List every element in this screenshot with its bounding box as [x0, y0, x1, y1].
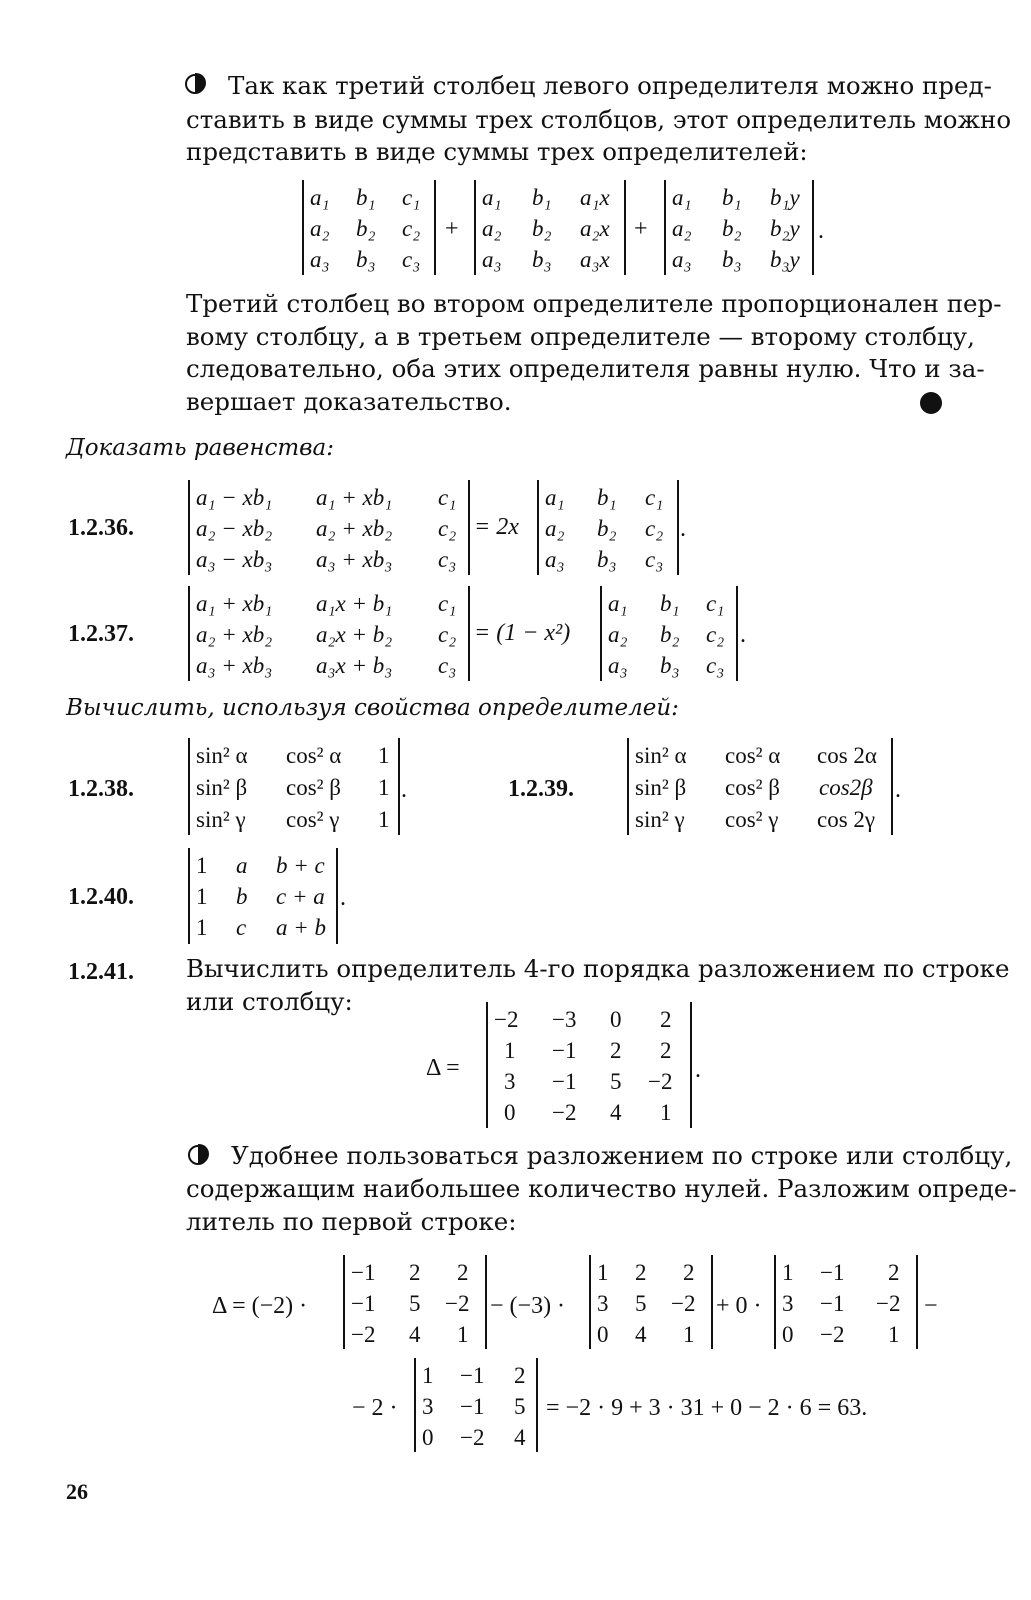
sum-det-1-r2c2: b₂ — [356, 216, 376, 241]
sum-det-3-r3c2: b₃ — [722, 247, 742, 272]
conclusion-line-3: следовательно, оба этих определителя равны нулю. Что и за- — [186, 354, 985, 383]
period: . — [695, 1057, 701, 1083]
m2-r2c1: 3 — [597, 1291, 609, 1316]
p38-r1c1: sin² α — [196, 743, 248, 768]
p41-r3c1: 3 — [504, 1069, 516, 1094]
p37-l-r3c1: a₃ + xb₃ — [196, 653, 273, 678]
p36-r-r3c2: b₃ — [597, 547, 617, 572]
intro-line-3: представить в виде суммы трех определителей: — [186, 137, 808, 166]
conclusion-line-2: вому столбцу, а в третьем определителе — второму столбцу, — [186, 322, 975, 351]
p38-r2c1: sin² β — [196, 775, 248, 800]
sum-det-1-r1c2: b₁ — [356, 185, 376, 210]
problem-number-40: 1.2.40. — [68, 884, 134, 910]
sum-det-2-r2c3: a₂x — [580, 216, 610, 241]
p39-r3c1: sin² γ — [635, 807, 685, 832]
page-number: 26 — [66, 1479, 88, 1504]
m3-r1c3: 2 — [888, 1260, 900, 1285]
m1-r2c1: −1 — [351, 1291, 376, 1316]
m4-r2c2: −1 — [460, 1394, 485, 1419]
sum-det-2-r1c3: a₁x — [580, 185, 610, 210]
sum-det-1 — [302, 180, 436, 275]
p36-l-r2c2: a₂ + xb₂ — [316, 516, 393, 541]
p36-l-r3c1: a₃ − xb₃ — [196, 547, 273, 572]
p36-l-r1c3: c₁ — [438, 485, 457, 510]
m4-r1c1: 1 — [422, 1363, 434, 1388]
period: . — [340, 885, 346, 911]
m1-r3c1: −2 — [351, 1322, 376, 1347]
p39-det — [627, 738, 893, 835]
sum-det-2-r2c2: b₂ — [532, 216, 552, 241]
p36-r-r1c2: b₁ — [597, 485, 617, 510]
sum-det-2-r2c1: a₂ — [482, 216, 502, 241]
p41-r1c2: −3 — [552, 1007, 577, 1032]
open-circle-icon — [188, 1145, 208, 1165]
sum-det-1-r3c1: a₃ — [310, 247, 330, 272]
plus-sign: + — [634, 216, 648, 242]
m4-r3c1: 0 — [422, 1425, 434, 1450]
p40-r2c1: 1 — [196, 884, 208, 909]
minor-1-det — [343, 1255, 487, 1349]
p40-r3c2: c — [236, 915, 247, 940]
sum-det-3-r2c1: a₂ — [672, 216, 692, 241]
p38-r3c3: 1 — [378, 807, 390, 832]
p41-r2c3: 2 — [610, 1038, 622, 1063]
p39-r1c3: cos 2α — [817, 743, 877, 768]
expansion-lead: Δ = (−2) · — [212, 1293, 308, 1319]
m1-r1c1: −1 — [351, 1260, 376, 1285]
p41-line-2: или столбцу: — [186, 987, 353, 1016]
m2-r1c3: 2 — [683, 1260, 695, 1285]
p37-l-r1c2: a₁x + b₁ — [316, 591, 393, 616]
m3-r2c2: −1 — [820, 1291, 845, 1316]
m2-r3c3: 1 — [683, 1322, 695, 1347]
sum-det-3-r3c1: a₃ — [672, 247, 692, 272]
p40-r2c2: b — [236, 884, 248, 909]
m3-r1c2: −1 — [820, 1260, 845, 1285]
p38-r3c1: sin² γ — [196, 807, 246, 832]
p41-r4c1: 0 — [504, 1100, 516, 1125]
sum-det-2-r3c1: a₃ — [482, 247, 502, 272]
sum-det-1-r3c2: b₃ — [356, 247, 376, 272]
p40-det — [188, 848, 338, 944]
m3-r1c1: 1 — [782, 1260, 794, 1285]
p36-r-r2c2: b₂ — [597, 516, 617, 541]
p41-r3c3: 5 — [610, 1069, 622, 1094]
p38-r1c3: 1 — [378, 743, 390, 768]
p37-r-r1c3: c₁ — [706, 591, 725, 616]
m3-r2c3: −2 — [876, 1291, 901, 1316]
m3-r3c1: 0 — [782, 1322, 794, 1347]
problem-number-36: 1.2.36. — [68, 515, 134, 541]
m1-r2c2: 5 — [409, 1291, 421, 1316]
sum-det-2 — [474, 180, 626, 275]
m1-r3c3: 1 — [457, 1322, 469, 1347]
p37-r-r1c1: a₁ — [608, 591, 628, 616]
p41-r3c4: −2 — [648, 1069, 673, 1094]
p41-r2c4: 2 — [660, 1038, 672, 1063]
p41-r2c1: 1 — [504, 1038, 516, 1063]
p38-r2c2: cos² β — [286, 775, 342, 800]
p38-det — [188, 738, 400, 835]
period: . — [740, 622, 746, 648]
solution-line-2: содержащим наибольшее количество нулей. Разложим опреде- — [186, 1174, 1017, 1203]
p39-r3c2: cos² γ — [725, 807, 779, 832]
m4-r1c3: 2 — [514, 1363, 526, 1388]
p40-r2c3: c + a — [276, 884, 325, 909]
p38-r3c2: cos² γ — [286, 807, 340, 832]
p38-r2c3: 1 — [378, 775, 390, 800]
p37-r-r3c1: a₃ — [608, 653, 628, 678]
p37-l-r2c2: a₂x + b₂ — [316, 622, 393, 647]
conclusion-line-4: вершает доказательство. — [186, 387, 512, 416]
end-of-proof-icon — [920, 392, 942, 414]
p36-r-r2c1: a₂ — [545, 516, 565, 541]
p36-coefficient: = 2x — [474, 514, 519, 540]
sum-det-2-r1c1: a₁ — [482, 185, 502, 210]
sum-det-3-r1c2: b₁ — [722, 185, 742, 210]
p39-r3c3: cos 2γ — [817, 807, 876, 832]
minor-2-det — [589, 1255, 713, 1349]
sum-det-3-r1c1: a₁ — [672, 185, 692, 210]
m2-r2c2: 5 — [635, 1291, 647, 1316]
p38-r1c2: cos² α — [286, 743, 342, 768]
m4-r2c3: 5 — [514, 1394, 526, 1419]
p39-r2c3: cos2β — [819, 775, 873, 800]
p37-r-r3c2: b₃ — [660, 653, 680, 678]
m4-r3c3: 4 — [514, 1425, 526, 1450]
m4-r3c2: −2 — [460, 1425, 485, 1450]
p37-l-r3c3: c₃ — [438, 653, 457, 678]
intro-line-1: Так как третий столбец левого определителя можно пред- — [228, 71, 992, 100]
p36-l-r3c3: c₃ — [438, 547, 457, 572]
p36-l-r1c1: a₁ − xb₁ — [196, 485, 273, 510]
problem-number-39: 1.2.39. — [508, 776, 574, 802]
m3-r2c1: 3 — [782, 1291, 794, 1316]
final-result: = −2 · 9 + 3 · 31 + 0 − 2 · 6 = 63. — [546, 1395, 868, 1421]
p41-r4c2: −2 — [552, 1100, 577, 1125]
m2-r2c3: −2 — [671, 1291, 696, 1316]
p37-r-r1c2: b₁ — [660, 591, 680, 616]
minor-3-det — [774, 1255, 918, 1349]
sum-det-1-r2c1: a₂ — [310, 216, 330, 241]
p41-det — [486, 1002, 692, 1128]
coefficient-4: − 2 · — [352, 1395, 398, 1421]
m1-r1c2: 2 — [409, 1260, 421, 1285]
period: . — [401, 777, 407, 803]
sum-det-1-r3c3: c₃ — [402, 247, 421, 272]
p37-l-r1c3: c₁ — [438, 591, 457, 616]
p37-l-r1c1: a₁ + xb₁ — [196, 591, 273, 616]
p40-r1c1: 1 — [196, 853, 208, 878]
m4-r2c1: 3 — [422, 1394, 434, 1419]
m4-r1c2: −1 — [460, 1363, 485, 1388]
solution-line-3: литель по первой строке: — [186, 1207, 517, 1236]
trailing-minus: − — [924, 1293, 938, 1319]
m2-r3c1: 0 — [597, 1322, 609, 1347]
delta-label: Δ = — [426, 1055, 460, 1081]
sum-det-2-r3c2: b₃ — [532, 247, 552, 272]
p41-r1c1: −2 — [494, 1007, 519, 1032]
m2-r1c1: 1 — [597, 1260, 609, 1285]
heading-compute: Вычислить, используя свойства определителей: — [66, 695, 679, 721]
p41-r1c3: 0 — [610, 1007, 622, 1032]
p37-r-r2c2: b₂ — [660, 622, 680, 647]
p36-r-r2c3: c₂ — [645, 516, 664, 541]
period: . — [895, 777, 901, 803]
problem-number-41: 1.2.41. — [68, 959, 134, 985]
p39-r2c2: cos² β — [725, 775, 781, 800]
sum-det-1-r2c3: c₂ — [402, 216, 421, 241]
p36-r-r3c3: c₃ — [645, 547, 664, 572]
p36-l-r3c2: a₃ + xb₃ — [316, 547, 393, 572]
p36-l-r2c3: c₂ — [438, 516, 457, 541]
p40-r3c3: a + b — [276, 915, 327, 940]
sum-det-1-r1c3: c₁ — [402, 185, 421, 210]
m1-r1c3: 2 — [457, 1260, 469, 1285]
p37-l-r2c1: a₂ + xb₂ — [196, 622, 273, 647]
p39-r1c2: cos² α — [725, 743, 781, 768]
p36-r-r1c1: a₁ — [545, 485, 565, 510]
sum-det-3-r3c3: b₃y — [770, 247, 800, 272]
open-circle-icon — [185, 74, 205, 94]
intro-line-2: ставить в виде суммы трех столбцов, этот определитель можно — [186, 105, 1012, 134]
m1-r3c2: 4 — [409, 1322, 421, 1347]
p41-r2c2: −1 — [552, 1038, 577, 1063]
p37-r-r2c3: c₂ — [706, 622, 725, 647]
sum-det-2-r1c2: b₁ — [532, 185, 552, 210]
sum-det-1-r1c1: a₁ — [310, 185, 330, 210]
sum-det-3 — [664, 180, 814, 275]
p41-line-1: Вычислить определитель 4-го порядка разложением по строке — [186, 954, 1010, 983]
sum-det-3-r2c2: b₂ — [722, 216, 742, 241]
p36-left-det — [188, 480, 470, 575]
p36-l-r1c2: a₁ + xb₁ — [316, 485, 393, 510]
period: . — [818, 218, 824, 244]
period: . — [680, 516, 686, 542]
p37-coefficient: = (1 − x²) — [474, 620, 571, 646]
problem-number-38: 1.2.38. — [68, 776, 134, 802]
p37-left-det — [188, 586, 470, 681]
p37-r-r2c1: a₂ — [608, 622, 628, 647]
m3-r3c3: 1 — [888, 1322, 900, 1347]
solution-line-1: Удобнее пользоваться разложением по строке или столбцу, — [231, 1141, 1013, 1170]
conclusion-line-1: Третий столбец во втором определителе пропорционален пер- — [186, 289, 1002, 318]
p40-r3c1: 1 — [196, 915, 208, 940]
p36-l-r2c1: a₂ − xb₂ — [196, 516, 273, 541]
p41-r4c4: 1 — [660, 1100, 672, 1125]
p41-r3c2: −1 — [552, 1069, 577, 1094]
m2-r1c2: 2 — [635, 1260, 647, 1285]
p37-right-det — [600, 586, 738, 681]
m3-r3c2: −2 — [820, 1322, 845, 1347]
minor-4-det — [414, 1358, 538, 1452]
coefficient-2: − (−3) · — [490, 1293, 566, 1319]
p41-r1c4: 2 — [660, 1007, 672, 1032]
p36-r-r1c3: c₁ — [645, 485, 664, 510]
p36-r-r3c1: a₃ — [545, 547, 565, 572]
p39-r1c1: sin² α — [635, 743, 687, 768]
p41-r4c3: 4 — [610, 1100, 622, 1125]
m2-r3c2: 4 — [635, 1322, 647, 1347]
problem-number-37: 1.2.37. — [68, 621, 134, 647]
sum-det-3-r1c3: b₁y — [770, 185, 800, 210]
m1-r2c3: −2 — [445, 1291, 470, 1316]
p37-r-r3c3: c₃ — [706, 653, 725, 678]
p40-r1c2: a — [236, 853, 248, 878]
sum-det-2-r3c3: a₃x — [580, 247, 610, 272]
heading-prove: Доказать равенства: — [66, 435, 335, 461]
p37-l-r2c3: c₂ — [438, 622, 457, 647]
p39-r2c1: sin² β — [635, 775, 687, 800]
p36-right-det — [537, 480, 679, 575]
coefficient-3: + 0 · — [716, 1293, 762, 1319]
p37-l-r3c2: a₃x + b₃ — [316, 653, 393, 678]
sum-det-3-r2c3: b₂y — [770, 216, 800, 241]
plus-sign: + — [445, 216, 459, 242]
p40-r1c3: b + c — [276, 853, 325, 878]
